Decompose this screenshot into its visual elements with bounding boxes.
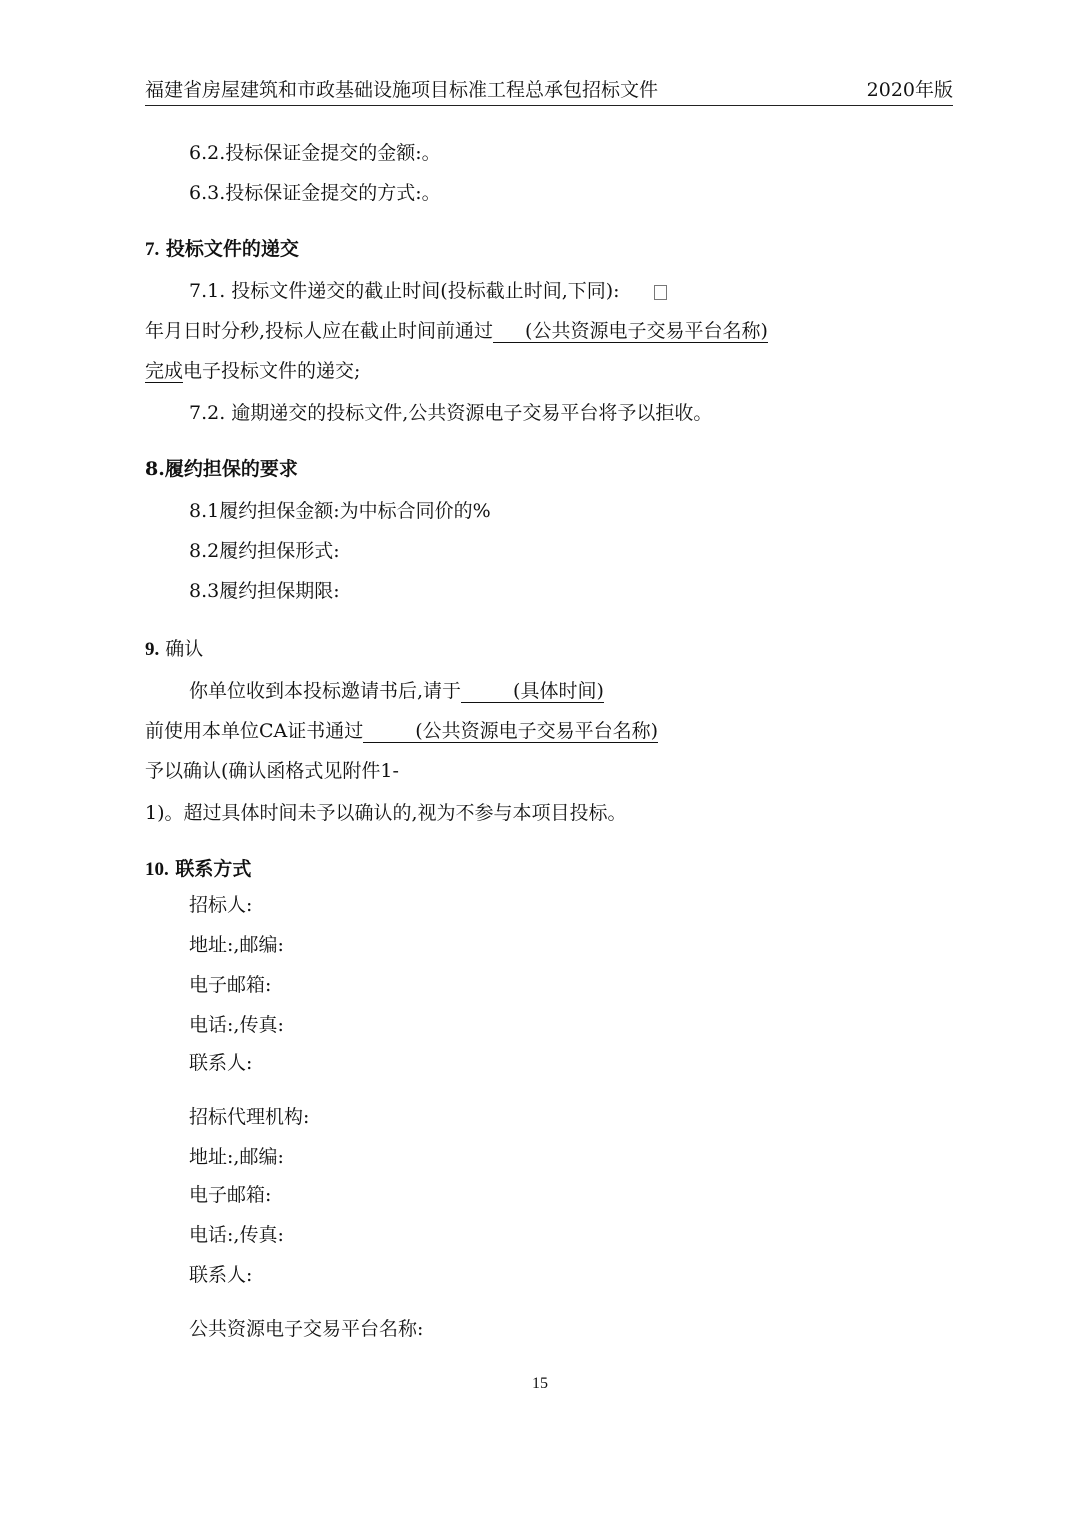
item-8-1: 8.1履约担保金额:为中标合同价的% [189, 500, 491, 522]
platform-name-label: 公共资源电子交易平台名称: [189, 1318, 424, 1340]
item-7-2: 7.2. 逾期递交的投标文件,公共资源电子交易平台将予以拒收。 [189, 402, 713, 424]
item-8-3: 8.3履约担保期限: [189, 580, 340, 602]
item-7-1-line3 [145, 358, 360, 384]
section-8-heading: 8.履约担保的要求 [145, 458, 298, 480]
tenderer-phone: 电话:,传真: [189, 1014, 284, 1036]
confirm-line-1-text: 你单位收到本投标邀请书后,请于 [189, 680, 462, 702]
item-8-2: 8.2履约担保形式: [189, 540, 340, 562]
item-7-1-deadline-text: 年月日时分秒,投标人应在截止时间前通过 [145, 320, 494, 342]
tenderer-contact: 联系人: [189, 1052, 253, 1074]
tenderer-label: 招标人: [189, 894, 253, 916]
header-title: 福建省房屋建筑和市政基础设施项目标准工程总承包招标文件 [145, 79, 659, 101]
specific-time-blank: (具体时间) [461, 680, 604, 703]
section-7-title: 投标文件的递交 [165, 238, 299, 260]
checkbox-icon [654, 285, 667, 300]
agency-phone: 电话:,传真: [189, 1224, 284, 1246]
platform-name-blank: (公共资源电子交易平台名称) [493, 320, 768, 343]
section-9-number: 9. [145, 639, 160, 660]
confirm-line-2 [145, 718, 658, 744]
page-number: 15 [532, 1375, 548, 1392]
item-6-2: 6.2.投标保证金提交的金额:。 [189, 142, 441, 164]
agency-email: 电子邮箱: [189, 1184, 272, 1206]
tenderer-address: 地址:,邮编: [189, 934, 284, 956]
item-7-1-submit-text: 电子投标文件的递交; [183, 360, 361, 382]
section-7-heading [145, 236, 299, 263]
confirm-line-4: 1)。超过具体时间未予以确认的,视为不参与本项目投标。 [145, 802, 627, 824]
section-7-number: 7. [145, 239, 160, 260]
item-7-1-line1 [189, 278, 667, 304]
section-9-title: 确认 [165, 638, 204, 660]
item-7-1-line2 [145, 318, 768, 344]
item-7-1-text: 7.1. 投标文件递交的截止时间(投标截止时间,下同): [189, 280, 620, 302]
tenderer-email: 电子邮箱: [189, 974, 272, 996]
confirm-line-2-text: 前使用本单位CA证书通过 [145, 720, 364, 742]
running-header [145, 78, 953, 106]
agency-label: 招标代理机构: [189, 1106, 310, 1128]
section-10-title: 联系方式 [175, 858, 252, 880]
confirm-line-3: 予以确认(确认函格式见附件1- [145, 760, 399, 782]
item-7-1-complete: 完成 [145, 360, 184, 382]
agency-address: 地址:,邮编: [189, 1146, 284, 1168]
confirm-line-1 [189, 678, 604, 704]
section-10-heading [145, 856, 251, 883]
header-edition: 2020年版 [866, 79, 953, 101]
agency-contact: 联系人: [189, 1264, 253, 1286]
section-9-heading [145, 636, 203, 663]
platform-name-blank-2: (公共资源电子交易平台名称) [363, 720, 658, 743]
section-10-number: 10. [145, 859, 169, 880]
item-6-3: 6.3.投标保证金提交的方式:。 [189, 182, 441, 204]
